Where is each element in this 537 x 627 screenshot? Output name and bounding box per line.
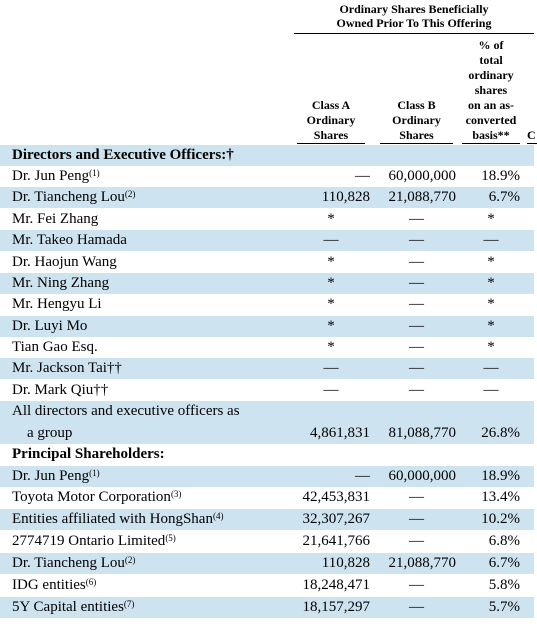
table-row-group-total: All directors and executive officers as a group 4,861,831 81,088,770 26.8% bbox=[0, 401, 534, 444]
table-row: Mr. Takeo Hamada — — — bbox=[0, 230, 534, 251]
table-row: Mr. Hengyu Li * — * bbox=[12, 296, 495, 312]
column-rule bbox=[462, 143, 520, 144]
table-row: Dr. Jun Peng$^{(1)}$ — 60,000,000 18.9% bbox=[0, 466, 534, 487]
table-row: IDG entities$^{(6)}$ 18,248,471 — 5.8% bbox=[12, 577, 520, 593]
table-row: Dr. Tiancheng Lou$^{(2)}$ 110,828 21,088,770 6.7% bbox=[0, 553, 534, 574]
header-rule bbox=[294, 33, 534, 34]
section-header-directors: Directors and Executive Officers:† bbox=[0, 145, 534, 166]
table-row: 5Y Capital entities$^{(7)}$ 18,157,297 — 5.7% bbox=[0, 597, 534, 618]
section-header-principal: Principal Shareholders: bbox=[12, 446, 165, 462]
table-row: Tian Gao Esq. * — * bbox=[12, 339, 495, 355]
table-row: Mr. Jackson Tai†† — — — bbox=[0, 358, 534, 379]
column-rule bbox=[297, 143, 365, 144]
column-rule bbox=[380, 143, 453, 144]
column-header-class-b: Class B Ordinary Shares bbox=[392, 98, 441, 142]
table-row: Dr. Haojun Wang * — * bbox=[12, 254, 495, 270]
table-row: Mr. Fei Zhang * — * bbox=[12, 211, 495, 227]
column-header-truncated: C bbox=[527, 128, 536, 142]
table-row: Mr. Ning Zhang * — * bbox=[0, 273, 534, 294]
column-rule bbox=[527, 143, 537, 144]
table-row: 2774719 Ontario Limited$^{(5)}$ 21,641,766 — 6.8% bbox=[12, 533, 520, 549]
column-group-title: Ordinary Shares Beneficially Owned Prior To This Offering bbox=[336, 2, 492, 30]
column-header-percent: % of total ordinary shares on an as- converted basis** bbox=[465, 38, 517, 142]
table-row: Dr. Jun Peng$^{(1)}$ — 60,000,000 18.9% bbox=[12, 168, 520, 184]
table-row: Dr. Tiancheng Lou$^{(2)}$ 110,828 21,088,770 6.7% bbox=[0, 187, 534, 208]
table-row: Toyota Motor Corporation$^{(3)}$ 42,453,831 — 13.4% bbox=[12, 489, 520, 505]
table-row: Entities affiliated with HongShan$^{(4)}$ 32,307,267 — 10.2% bbox=[0, 509, 534, 530]
column-header-class-a: Class A Ordinary Shares bbox=[306, 98, 356, 142]
table-row: Dr. Luyi Mo * — * bbox=[0, 316, 534, 337]
table-row: Dr. Mark Qiu†† — — — bbox=[12, 382, 499, 398]
